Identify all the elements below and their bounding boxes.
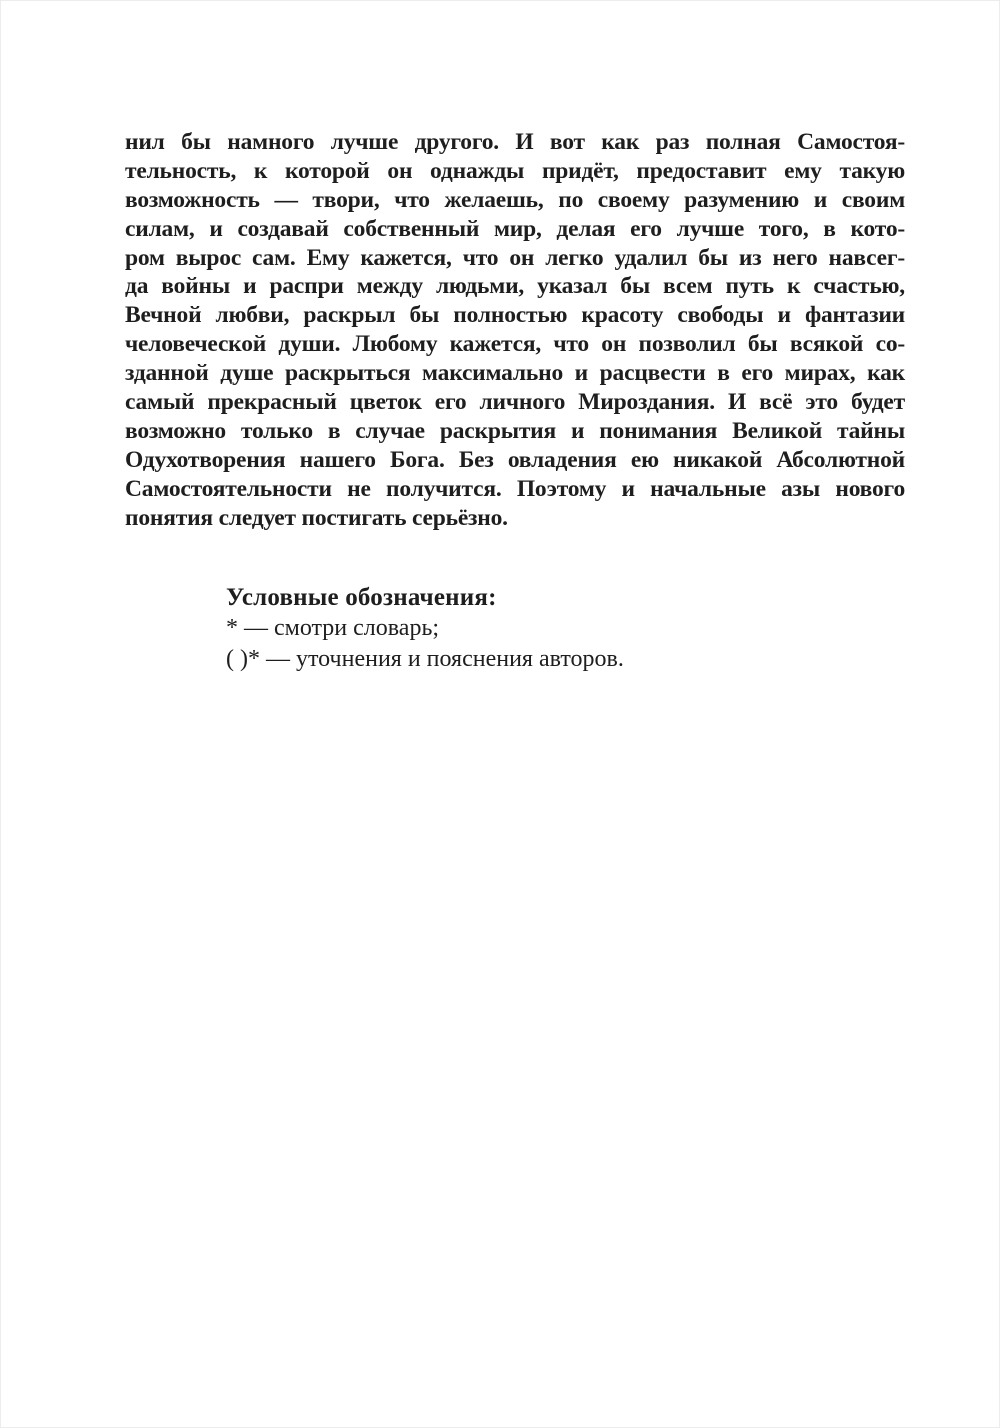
body-text-paragraph	[125, 128, 905, 532]
paragraph-line: понятия следует постигать серьёзно.	[125, 504, 508, 531]
legend-heading: Условные обозначения:	[226, 584, 497, 611]
paragraph-line: тельность, к которой он однажды придёт, предоставит ему такую	[125, 157, 905, 184]
paragraph-line: самый прекрасный цветок его личного Мироздания. И всё это будет	[125, 389, 905, 416]
paragraph-line: Вечной любви, раскрыл бы полностью красоту свободы и фантазии	[125, 302, 905, 329]
legend-item: * — смотри словарь;	[226, 615, 440, 641]
paragraph-line: силам, и создавай собственный мир, делая его лучше того, в кото-	[125, 215, 905, 242]
paragraph-line: человеческой души. Любому кажется, что он позволил бы всякой со-	[125, 331, 905, 358]
legend-section	[226, 582, 786, 674]
paragraph-line: Самостоятельности не получится. Поэтому и начальные азы нового	[125, 475, 905, 502]
paragraph-line: зданной душе раскрыться максимально и расцвести в его мирах, как	[125, 360, 905, 387]
paragraph-line: Одухотворения нашего Бога. Без овладения ею никакой Абсолютной	[125, 446, 905, 473]
legend-item: ( )* — уточнения и пояснения авторов.	[226, 645, 624, 672]
paragraph-line: возможно только в случае раскрытия и понимания Великой тайны	[125, 417, 905, 444]
paragraph-line: возможность — твори, что желаешь, по своему разумению и своим	[125, 186, 905, 213]
paragraph-line: ром вырос сам. Ему кажется, что он легко удалил бы из него навсег-	[125, 244, 905, 271]
paragraph-line: нил бы намного лучше другого. И вот как раз полная Самостоя-	[125, 129, 905, 155]
paragraph-line: да войны и распри между людьми, указал бы всем путь к счастью,	[125, 273, 905, 300]
